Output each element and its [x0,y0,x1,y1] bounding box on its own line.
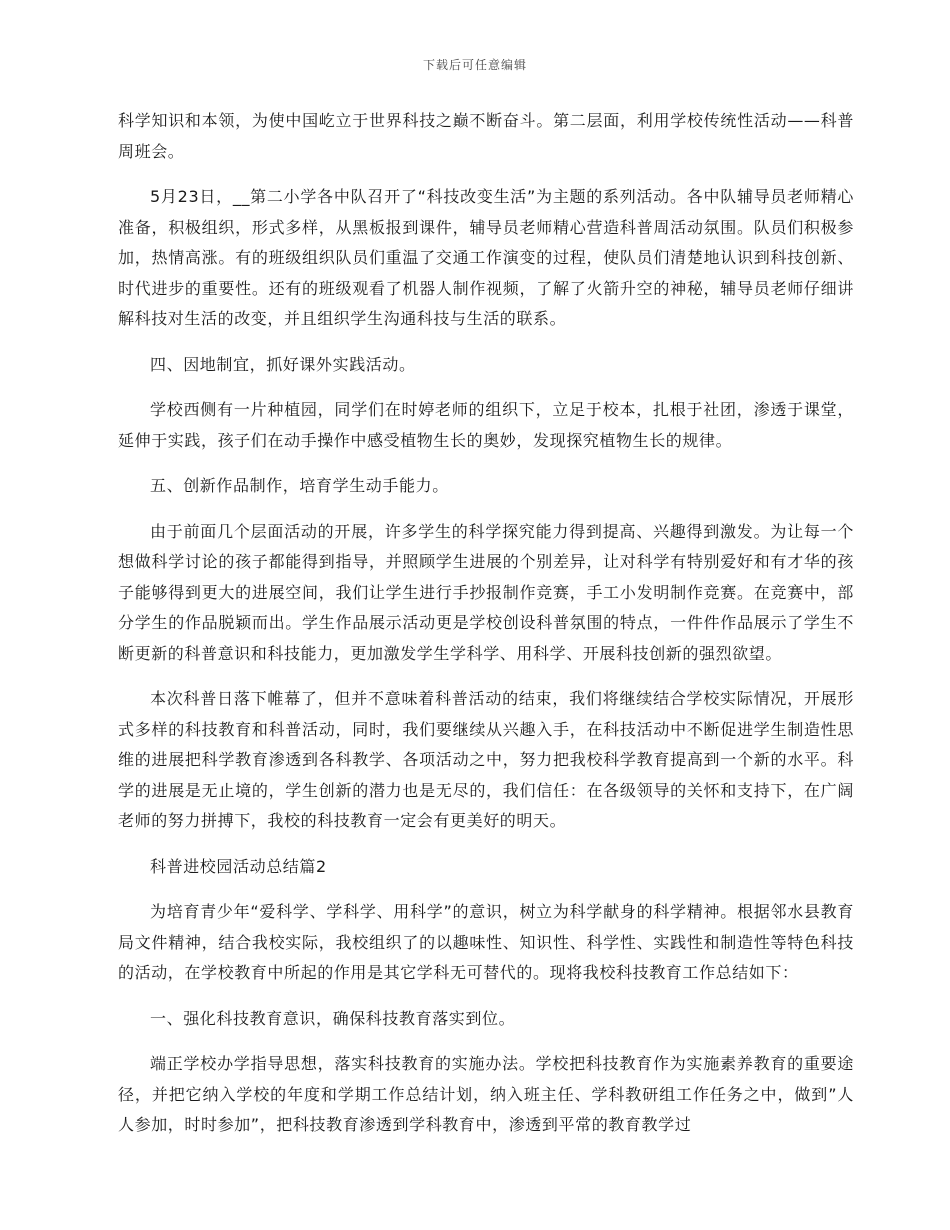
paragraph-3: 学校西侧有一片种植园，同学们在时婷老师的组织下，立足于校本，扎根于社团，渗透于课堂，延伸于实践，孩子们在动手操作中感受植物生长的奥妙，发现探究植物生长的规律。 [118,400,854,450]
document-body [118,106,854,1156]
paragraph-2: 5月23日，__第二小学各中队召开了“科技改变生活”为主题的系列活动。各中队辅导员老师精心准备，积极组织，形式多样，从黑板报到课件，辅导员老师精心营造科普周活动氛围。队员们积极参加，热情高涨。有的班级组织队员们重温了交通工作演变的过程，使队员们清楚地认识到科技创新、时代进步的重要性。还有的班级观看了机器人制作视频，了解了火箭升空的神秘，辅导员老师仔细讲解科技对生活的改变，并且组织学生沟通科技与生活的联系。 [118,187,854,328]
paragraph-7: 端正学校办学指导思想，落实科技教育的实施办法。学校把科技教育作为实施素养教育的重要途径，并把它纳入学校的年度和学期工作总结计划，纳入班主任、学科教研组工作任务之中，做到”人人参加，时时参加”，把科技教育渗透到学科教育中，渗透到平常的教育教学过 [118,1054,854,1134]
section-heading-1: 一、强化科技教育意识，确保科技教育落实到位。 [150,1008,516,1028]
paragraph-4: 由于前面几个层面活动的开展，许多学生的科学探究能力得到提高、兴趣得到激发。为让每一个想做科学讨论的孩子都能得到指导，并照顾学生进展的个别差异，让对科学有特别爱好和有才华的孩子能够得到更大的进展空间，我们让学生进行手抄报制作竞赛，手工小发明制作竞赛。在竞赛中，部分学生的作品脱颖而出。学生作品展示活动更是学校创设科普氛围的特点，一件件作品展示了学生不断更新的科普意识和科技能力，更加激发学生学科学、用科学、开展科技创新的强烈欲望。 [118,521,854,663]
paragraph-1: 科学知识和本领，为使中国屹立于世界科技之巅不断奋斗。第二层面，利用学校传统性活动——科普周班会。 [118,111,854,161]
section-heading-5: 五、创新作品制作，培育学生动手能力。 [150,476,449,495]
paragraph-5: 本次科普日落下帷幕了，但并不意味着科普活动的结束，我们将继续结合学校实际情况，开展形式多样的科技教育和科普活动，同时，我们要继续从兴趣入手，在科技活动中不断促进学生制造性思维的进展把科学教育渗透到各科教学、各项活动之中，努力把我校科学教育提高到一个新的水平。科学的进展是无止境的，学生创新的潜力也是无尽的，我们信任：在各级领导的关怀和支持下，在广阔老师的努力拼搏下，我校的科技教育一定会有更美好的明天。 [118,689,854,830]
article-title-2: 科普进校园活动总结篇2 [150,856,327,876]
page-header: 下载后可任意编辑 [422,58,527,72]
paragraph-6: 为培育青少年“爱科学、学科学、用科学”的意识，树立为科学献身的科学精神。根据邻水县教育局文件精神，结合我校实际，我校组织了的以趣味性、知识性、科学性、实践性和制造性等特色科技的活动，在学校教育中所起的作用是其它学科无可替代的。现将我校科技教育工作总结如下： [118,902,854,982]
section-heading-4: 四、因地制宜，抓好课外实践活动。 [150,354,416,374]
